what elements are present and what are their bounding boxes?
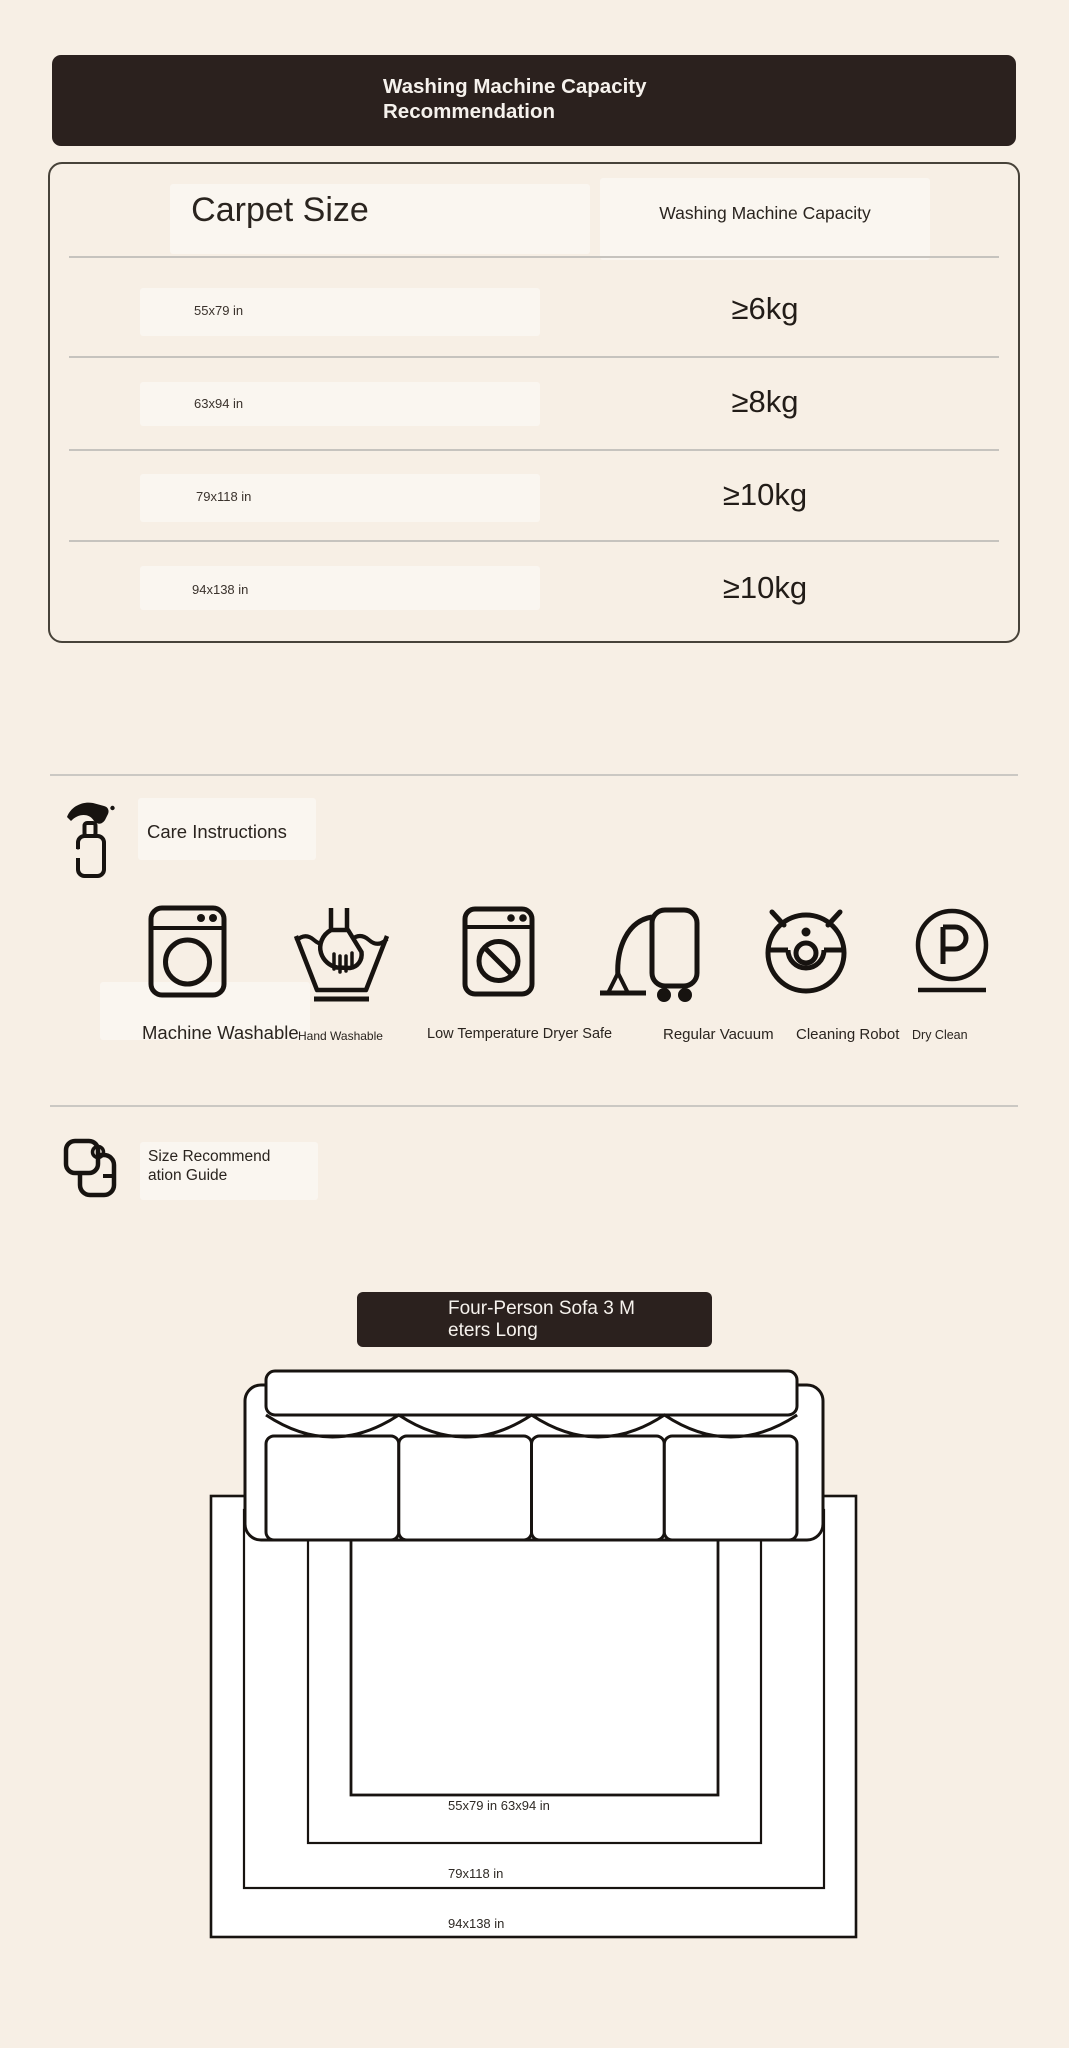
section-divider <box>50 774 1018 776</box>
size-guide-title-line1: Size Recommend <box>148 1148 271 1165</box>
page-title <box>383 74 647 124</box>
size-guide-title <box>148 1147 270 1185</box>
care-label: Machine Washable <box>142 1022 299 1043</box>
table-row-capacity: ≥6kg <box>731 291 799 326</box>
column-header-carpet-size: Carpet Size <box>191 191 369 229</box>
table-divider <box>69 256 999 258</box>
table-row-size: 79x118 in <box>196 489 252 504</box>
care-label: Low Temperature Dryer Safe <box>427 1026 613 1042</box>
no-tumble-dry-icon <box>462 906 535 997</box>
rug-size-diagram <box>150 1360 870 2000</box>
sofa-size-label <box>357 1292 712 1347</box>
washing-machine-icon <box>148 905 227 998</box>
sofa-label-line2: eters Long <box>448 1320 538 1341</box>
sofa-cushion <box>399 1436 532 1540</box>
dry-clean-icon <box>912 908 992 994</box>
hand-wash-icon <box>290 908 393 1003</box>
capacity-header-bar <box>52 55 1016 146</box>
rug-size-label: 79x118 in <box>448 1866 504 1881</box>
vacuum-cleaner-icon <box>600 907 700 1002</box>
section-divider <box>50 1105 1018 1107</box>
care-label: Dry Clean <box>912 1028 968 1042</box>
size-guide-icon <box>63 1138 118 1200</box>
robot-vacuum-icon <box>760 906 852 994</box>
size-guide-title-line2: ation Guide <box>148 1167 228 1184</box>
table-row-capacity: ≥10kg <box>722 570 808 605</box>
table-row-size: 94x138 in <box>192 582 249 597</box>
page-title-line2: Recommendation <box>383 100 555 123</box>
care-label: Hand Washable <box>298 1029 383 1043</box>
table-row-size: 63x94 in <box>194 396 244 411</box>
table-row-size: 55x79 in <box>194 303 244 318</box>
table-divider <box>69 540 999 542</box>
sofa-cushion <box>266 1436 399 1540</box>
sofa-cushion <box>532 1436 665 1540</box>
table-row-capacity: ≥8kg <box>731 384 799 419</box>
rug-size-label: 94x138 in <box>448 1916 505 1931</box>
sofa-label-line1: Four-Person Sofa 3 M <box>448 1298 635 1319</box>
sofa-back <box>266 1371 797 1415</box>
rug-size-label: 55x79 in 63x94 in <box>448 1798 550 1813</box>
page-title-line1: Washing Machine Capacity <box>383 75 647 98</box>
column-header-capacity: Washing Machine Capacity <box>659 203 871 223</box>
sofa-cushion <box>664 1436 797 1540</box>
care-label: Regular Vacuum <box>663 1026 774 1043</box>
table-divider <box>69 356 999 358</box>
table-row-capacity: ≥10kg <box>722 477 808 512</box>
care-instructions-title: Care Instructions <box>147 821 287 842</box>
spray-bottle-icon <box>64 798 116 878</box>
table-divider <box>69 449 999 451</box>
care-label: Cleaning Robot <box>796 1026 900 1043</box>
rug-rect-55x79 <box>351 1535 718 1795</box>
